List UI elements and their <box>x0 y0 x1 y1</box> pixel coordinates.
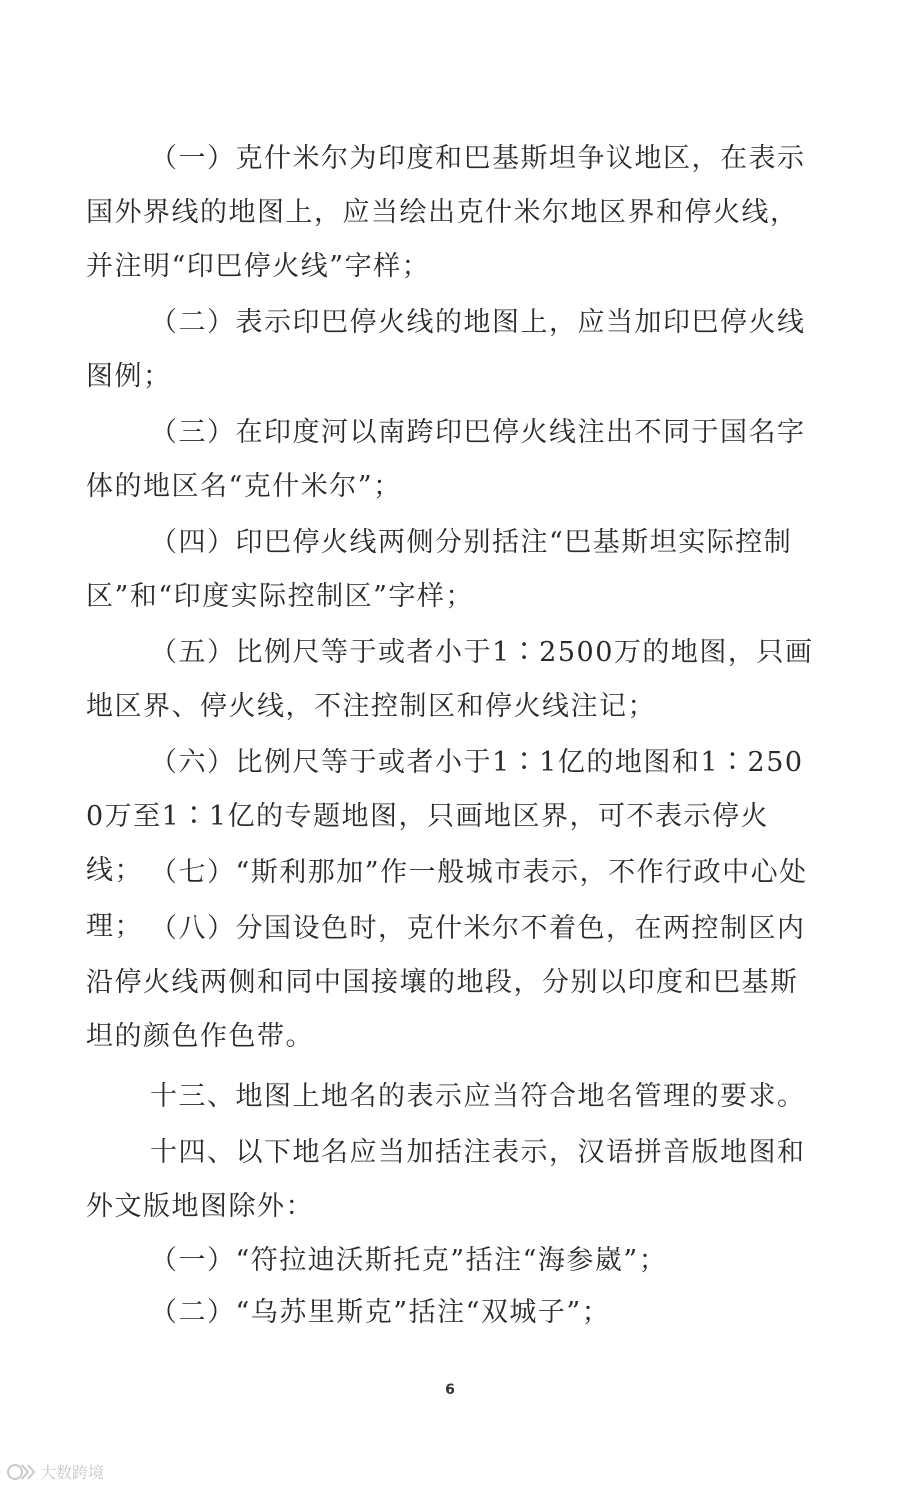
paragraph-1: （一）克什米尔为印度和巴基斯坦争议地区，在表示国外界线的地图上，应当绘出克什米尔地区界和停火线，并注明“印巴停火线”字样； <box>86 143 806 282</box>
paragraph-3: （三）在印度河以南跨印巴停火线注出不同于国名字体的地区名“克什米尔”； <box>86 417 806 502</box>
paragraph-8: （八）分国设色时，克什米尔不着色，在两控制区内沿停火线两侧和同中国接壤的地段，分别以印度和巴基斯坦的颜色作色带。 <box>86 913 806 1052</box>
paragraph-10: 十四、以下地名应当加括注表示，汉语拼音版地图和外文版地图除外： <box>86 1137 806 1222</box>
watermark-text: 大数跨境 <box>40 1463 105 1482</box>
paragraph-2: （二）表示印巴停火线的地图上，应当加印巴停火线图例； <box>86 307 806 392</box>
paragraph-12: （二）“乌苏里斯克”括注“双城子”； <box>150 1297 611 1328</box>
page-number: 6 <box>445 1382 455 1398</box>
paragraph-9: 十三、地图上地名的表示应当符合地名管理的要求。 <box>150 1081 806 1112</box>
brand-logo-icon <box>6 1461 36 1483</box>
paragraph-5: （五）比例尺等于或者小于1∶2500万的地图，只画地区界、停火线，不注控制区和停火线注记； <box>86 637 814 722</box>
paragraph-11: （一）“符拉迪沃斯托克”括注“海参崴”； <box>150 1245 668 1276</box>
watermark <box>6 1460 104 1483</box>
paragraph-7: （七）“斯利那加”作一般城市表示，不作行政中心处理； <box>86 857 808 942</box>
paragraph-6: （六）比例尺等于或者小于1∶1亿的地图和1∶2500万至1∶1亿的专题地图，只画地区界，可不表示停火线； <box>86 747 804 886</box>
paragraph-4: （四）印巴停火线两侧分别括注“巴基斯坦实际控制区”和“印度实际控制区”字样； <box>86 527 793 612</box>
